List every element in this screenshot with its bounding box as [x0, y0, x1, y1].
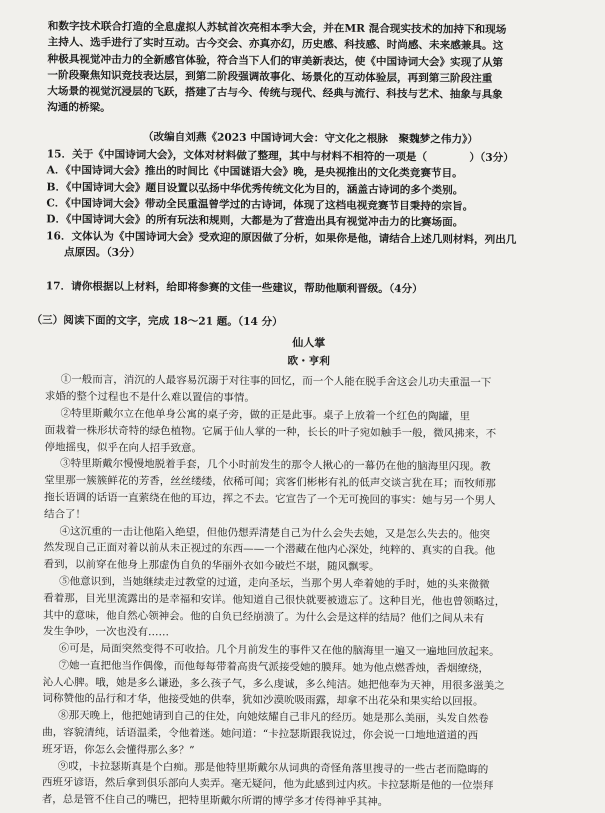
question-stem-cont: 点原因。（3分） — [63, 246, 141, 259]
story-line: 停地摇曳，似乎在向人招手致意。 — [44, 440, 203, 455]
question-17: 17．请你根据以上材料，给即将参赛的文佳一些建议，帮助他顺利晋级。（4分） — [45, 280, 423, 296]
story-line: 其中的意味，他自然心领神会。他的自负已经崩溃了。为什么会是这样的结局？他们之间从未有 — [43, 608, 485, 625]
story-line: ⑥可是，局面突然变得不可收拾。几个月前发生的事件又在他的脑海里一遍又一遍地回放起来。 — [58, 642, 500, 659]
story-line: 看着那，目光里流露出的是幸福和安详。他知道自己很快就要被遗忘了。这种目光，他也曾领略过， — [43, 592, 506, 608]
story-line: 拖长语调的话语一直萦绕在他的耳边，挥之不去。它宣告了一个无可挽回的事实：她与另一个男人 — [44, 491, 496, 507]
story-line: ⑤他意识到，当她继续走过教堂的过道，走向圣坛，当那个男人牵着她的手时，她的头来微微 — [59, 575, 490, 591]
story-line: 词称赞他的品行和才华，他接受她的供奉，犹如沙漠吮吸雨露，却拿不出花朵和果实给以回报。 — [42, 692, 484, 709]
story-line: 者，总是管不住自己的嘴巴，把特里斯戴尔所谓的博学多才传得神乎其神。 — [41, 793, 389, 809]
intro-line: 种极具视觉冲击力的全新感官体验，符合当下人们的审美新表达，使《中国诗词大会》实现了从第 — [47, 52, 504, 69]
option-a: A．《中国诗词大会》推出的时间比《中国谜语大会》晚，是央视推出的文化类竞赛节目。 — [46, 164, 463, 181]
story-line: 看到，以前穿在他身上那虚伪自负的华丽外衣如今破烂不堪，随风飘零。 — [43, 558, 380, 574]
story-line: ⑦她一直把他当作偶像，而他每每带着高贵气派接受她的膜拜。她为他点燃香烛，香烟缭绕， — [58, 659, 490, 675]
section-heading: （三）阅读下面的文字，完成 18～21 题。（14 分） — [31, 314, 283, 329]
intro-line: 大场景的视觉沉浸层的飞跃，搭建了古与今、传统与现代、经典与流行、科技与艺术、抽象与具象 — [47, 85, 503, 102]
question-16 — [46, 228, 573, 265]
story-author: 欧・亨利 — [287, 355, 330, 368]
story-text — [42, 372, 572, 813]
intro-passage — [47, 18, 575, 120]
story-line: ②特里斯戴尔立在他单身公寓的桌子旁，做的正是此事。桌子上放着一个红色的陶罐，里 — [60, 407, 471, 423]
source-note: （改编自刘燕《2023 中国诗词大会：守文化之根脉 聚魏梦之伟力》） — [142, 130, 479, 146]
story-title: 仙人掌 — [292, 336, 326, 350]
story-line: 堂里那一簇簇鲜花的芳香，丝丝缕缕，依稀可闻；宾客们彬彬有礼的低声交谈言犹在耳；而牧师那 — [44, 474, 496, 491]
story-line: 曲，容貌清纯，话语温柔，令他着迷。她问道：“卡拉瑟斯跟我说过，你会说一口地地道道的西 — [42, 726, 479, 742]
option-d: D．《中国诗词大会》的所有玩法和规则，大都是为了营造出具有视觉冲击力的比赛场面。 — [46, 213, 464, 229]
intro-line: 沟通的桥梁。 — [47, 101, 111, 115]
option-b: B．《中国诗词大会》题目设置以弘扬中华优秀传统文化为目的，涵盖古诗词的多个类别。 — [46, 181, 464, 197]
story-line: ④这沉重的一击让他陷入绝望，但他仍想弄清楚自己为什么会失去她，又是怎么失去的。他突 — [59, 525, 491, 541]
option-c: C．《中国诗词大会》带动全民重温曾学过的古诗词，体现了这档电视竞赛节目秉持的宗旨。 — [46, 197, 474, 213]
intro-line: 主持人、选手进行了实时互动。古今交会、亦真亦幻，历史感、科技感、时尚感、未来感兼具。这 — [47, 36, 504, 53]
question-stem: 15．关于《中国诗词大会》，文体对材料做了整理，其中与材料不相符的一项是（ ）（3分） — [46, 148, 514, 165]
story-line: ①一般而言，消沉的人最容易沉溺于对往事的回忆，而一个人能在脱手舍这会儿功夫重温一下 — [60, 373, 492, 390]
question-stem: 16．文体认为《中国诗词大会》受欢迎的原因做了分析，如果你是他，请结合上述几则材料，列出几 — [46, 229, 517, 246]
story-line: 结合了！ — [43, 508, 87, 521]
story-line: 西班牙谚语，然后拿到俱乐部向人卖弄。毫无疑问，他为此感到过内疚。卡拉瑟斯是他的一位崇拜 — [41, 776, 494, 793]
story-line: ⑧那天晚上，他把她请到自己的住处，向她炫耀自己非凡的经历。她是那么美丽，头发自然卷 — [58, 709, 489, 726]
story-line: ③特里斯戴尔慢慢地脱着手套，几个小时前发生的那令人揪心的一幕仍在他的脑海里闪现。教 — [60, 457, 491, 474]
story-line: 求婚的整个过程也不是什么难以置信的事情。 — [44, 390, 255, 405]
intro-line: 一阶段聚焦知识竞技表达层，到第二阶段强调故事化、场景化的互动体验层，再到第三阶段注重 — [47, 69, 493, 85]
story-line: 沁人心脾。哦，她是多么谦逊，多么孩子气，多么虔诚，多么纯洁。她把他奉为天神，用很多滋美之 — [42, 676, 505, 692]
intro-line: 和数字技术联合打造的全息虚拟人苏轼首次亮相本季大会，并在MR 混合现实技术的加持下和现场 — [47, 20, 507, 36]
story-line: 面栽着一株形状奇特的绿色植物。它属于仙人掌的一种，长长的叶子宛如触手一般，微风拂来，不 — [44, 424, 497, 440]
story-line: 班牙语，你怎么会懂得那么多？” — [42, 743, 195, 757]
story-line: 发生争吵，一次也没有…… — [42, 625, 170, 639]
question-15 — [46, 146, 574, 232]
story-line: ⑨哎，卡拉瑟斯真是个白痴。那是他特里斯戴尔从词典的奇怪角落里搜寻的一些古老而隐晦的 — [57, 760, 489, 776]
story-line: 然发现自己正面对着以前从未正视过的东西——一个潜藏在他内心深处，纯粹的、真实的自我。他 — [43, 541, 496, 558]
